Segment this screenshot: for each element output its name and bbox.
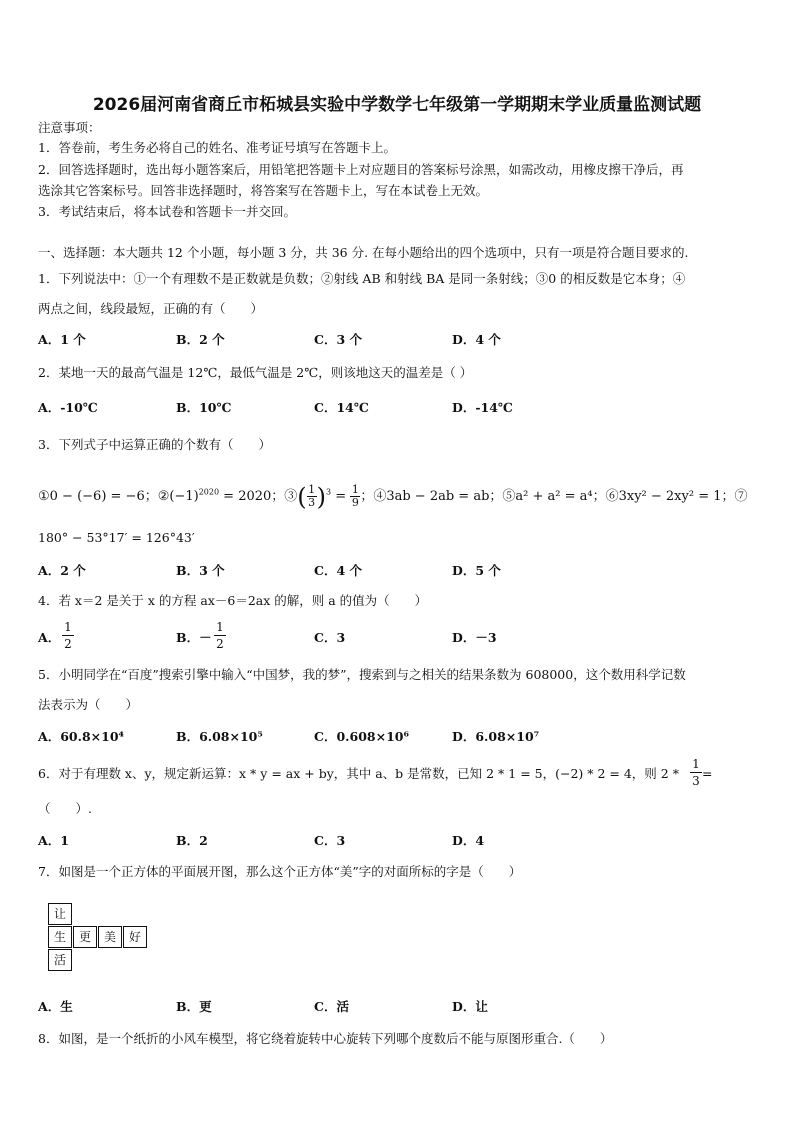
- question-3-option-b: B．3 个: [176, 563, 225, 578]
- question-2-option-c: C．14℃: [314, 400, 369, 415]
- question-5-option-b: B．6.08×10⁵: [176, 729, 263, 744]
- cube-net-diagram: [48, 903, 148, 977]
- question-7-option-b: B．更: [176, 999, 212, 1014]
- notice-item-2-cont: 选涂其它答案标号。回答非选择题时，将答案写在答题卡上，写在本试卷上无效。: [38, 183, 489, 198]
- question-7-option-c: C．活: [314, 999, 349, 1014]
- net-cell-sheng: 生: [48, 926, 72, 948]
- net-cell-mei: 美: [98, 926, 122, 948]
- question-6-line-2: （ ）.: [38, 801, 92, 816]
- question-6-equals: =: [702, 766, 713, 781]
- question-6-option-c: C．3: [314, 833, 346, 848]
- question-2-option-a: A．-10℃: [38, 400, 98, 415]
- expr-exponent-3: 3: [326, 487, 332, 497]
- question-6-option-d: D．4: [452, 833, 485, 848]
- question-1-option-b: B．2 个: [176, 332, 225, 347]
- expr-exponent-2020: 2020: [198, 487, 220, 497]
- question-4-fraction-a: 1 2: [62, 620, 74, 651]
- net-cell-geng: 更: [73, 926, 97, 948]
- question-3-expression: [38, 484, 748, 509]
- paren-right: ): [316, 482, 327, 511]
- question-4-text: 4．若 x＝2 是关于 x 的方程 ax－6＝2ax 的解，则 a 的值为（ ）: [38, 593, 428, 608]
- question-4-option-a: A．: [38, 630, 61, 645]
- question-5-option-a: A．60.8×10⁴: [38, 729, 124, 744]
- question-4-option-c: C．3: [314, 630, 346, 645]
- question-6-line-1: [38, 766, 679, 782]
- question-4-fraction-b: 1 2: [214, 620, 226, 651]
- notice-item-3: 3．考试结束后，将本试卷和答题卡一并交回。: [38, 204, 296, 219]
- question-2-option-b: B．10℃: [176, 400, 232, 415]
- question-3-option-a: A．2 个: [38, 563, 86, 578]
- expr-part-a: ①0 − (−6) = −6；②(−1): [38, 489, 199, 504]
- question-6-text: 6．对于有理数 x、y，规定新运算：x * y = ax + by，其中 a、b 是常数，已知 2 * 1 = 5，(−2) * 2 = 4，则 2 *: [38, 766, 679, 781]
- question-5-line-1: 5．小明同学在“百度”搜索引擎中输入“中国梦，我的梦”，搜索到与之相关的结果条数为 608000，这个数用科学记数: [38, 667, 686, 682]
- question-3-line-2: 180° − 53°17′ = 126°43′: [38, 530, 195, 545]
- net-cell-rang: 让: [48, 903, 72, 925]
- question-4-option-d: D．－3: [452, 630, 497, 645]
- question-5-option-d: D．6.08×10⁷: [452, 729, 540, 744]
- question-1-line-1: 1．下列说法中：①一个有理数不是正数就是负数；②射线 AB 和射线 BA 是同一条射线；③0 的相反数是它本身；④: [38, 271, 686, 286]
- question-5-line-2: 法表示为（ ）: [38, 697, 139, 712]
- question-1-option-a: A．1 个: [38, 332, 86, 347]
- paren-left: (: [297, 482, 307, 511]
- question-2-text: 2．某地一天的最高气温是 12℃，最低气温是 2℃，则该地这天的温差是（ ）: [38, 365, 473, 380]
- question-6-option-b: B．2: [176, 833, 208, 848]
- section-heading: 一、选择题：本大题共 12 个小题，每小题 3 分，共 36 分. 在每小题给出的四个选项中，只有一项是符合题目要求的.: [38, 245, 689, 260]
- question-4-option-b: B．－: [176, 630, 212, 645]
- expr-part-e: ；④3ab − 2ab = ab；⑤a² + a² = a⁴；⑥3xy² − 2xy² = 1；⑦: [360, 489, 748, 504]
- notice-item-1: 1．答卷前，考生务必将自己的姓名、准考证号填写在答题卡上。: [38, 140, 396, 155]
- expr-fraction-1-3: $\frac{1}{3}$: [308, 483, 316, 509]
- question-6-fraction: 1 3: [690, 757, 702, 788]
- net-cell-hao: 好: [123, 926, 147, 948]
- notice-item-2: 2．回答选择题时，选出每小题答案后，用铅笔把答题卡上对应题目的答案标号涂黑，如需改动，用橡皮擦干净后，再: [38, 162, 684, 177]
- expr-fraction-1-9: $\frac{1}{9}$: [351, 483, 359, 509]
- net-cell-huo: 活: [48, 949, 72, 971]
- page-title: 2026届河南省商丘市柘城县实验中学数学七年级第一学期期末学业质量监测试题: [92, 95, 702, 115]
- question-5-option-c: C．0.608×10⁶: [314, 729, 409, 744]
- expr-part-d: =: [331, 489, 351, 504]
- question-3-option-d: D．5 个: [452, 563, 501, 578]
- question-7-option-d: D．让: [452, 999, 488, 1014]
- question-3-text: 3．下列式子中运算正确的个数有（ ）: [38, 437, 271, 452]
- question-7-text: 7．如图是一个正方体的平面展开图，那么这个正方体“美”字的对面所标的字是（ ）: [38, 864, 522, 879]
- question-2-option-d: D．-14℃: [452, 400, 513, 415]
- notice-heading: 注意事项：: [38, 120, 101, 135]
- question-3-option-c: C．4 个: [314, 563, 362, 578]
- expr-part-b: = 2020；③: [219, 489, 298, 504]
- question-1-line-2: 两点之间，线段最短，正确的有（ ）: [38, 301, 264, 316]
- question-6-option-a: A．1: [38, 833, 69, 848]
- question-7-option-a: A．生: [38, 999, 73, 1014]
- question-1-option-c: C．3 个: [314, 332, 362, 347]
- question-1-option-d: D．4 个: [452, 332, 501, 347]
- question-8-text: 8．如图，是一个纸折的小风车模型，将它绕着旋转中心旋转下列哪个度数后不能与原图形重合.（ ）: [38, 1031, 613, 1046]
